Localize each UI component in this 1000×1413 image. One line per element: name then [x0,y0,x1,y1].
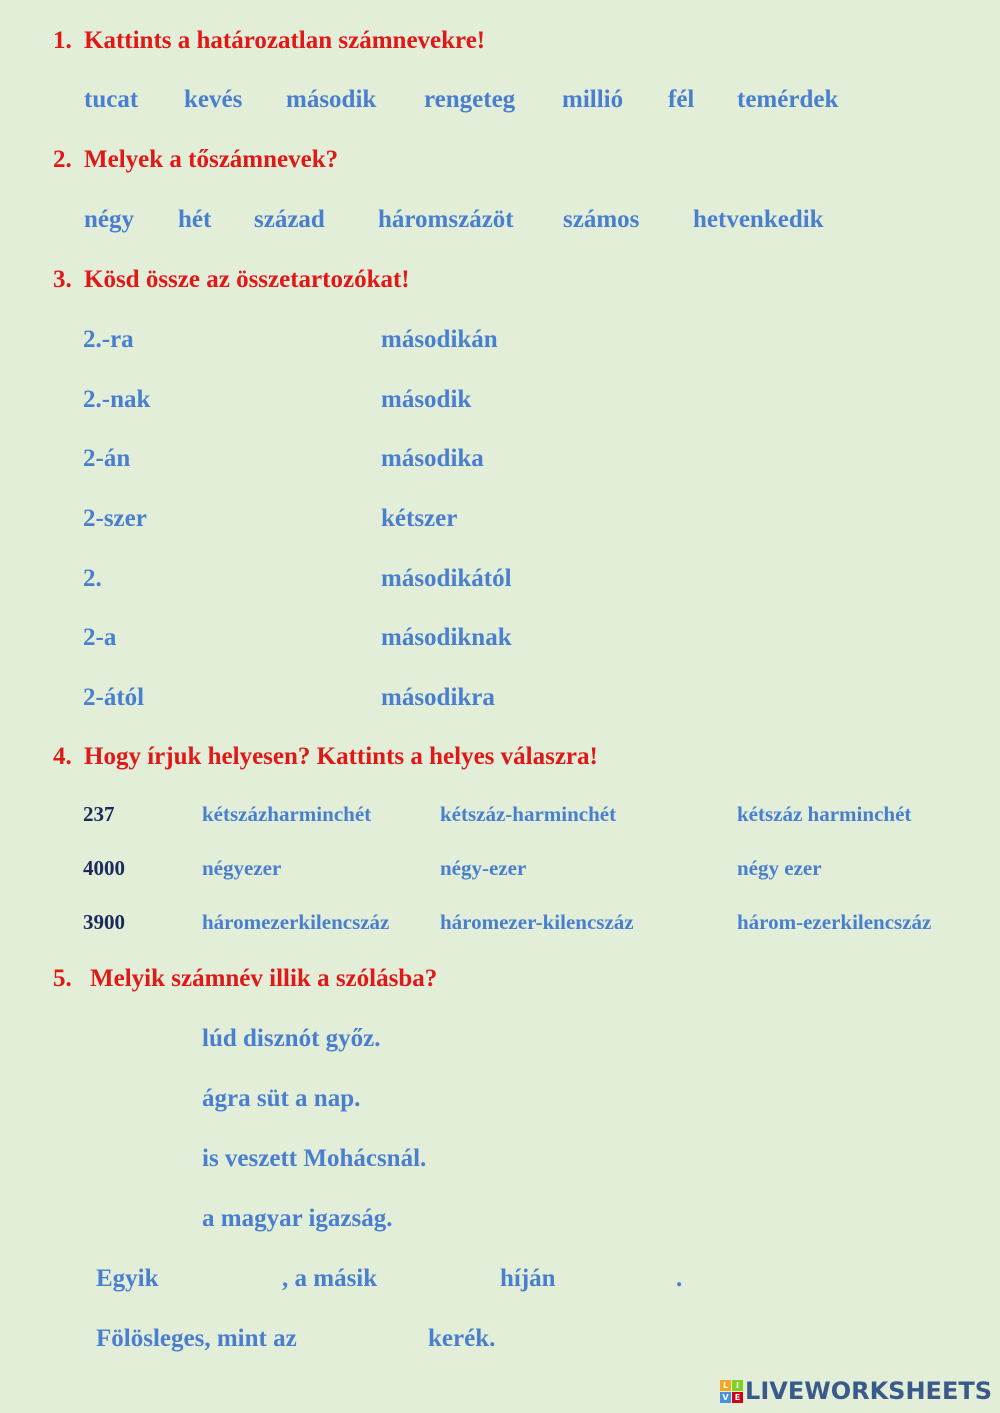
match-left-item[interactable]: 2.-ra [83,326,134,353]
q4-heading [53,743,598,771]
q4-number-value: 4000 [83,856,125,880]
saying-text: a magyar igazság. [202,1205,393,1232]
q5-title: Melyik számnév illik a szólásba? [90,965,438,992]
q1-word-option[interactable]: millió [562,86,624,113]
q1-title: Kattints a határozatlan számnevekre! [84,27,486,54]
q2-word-option[interactable]: hetvenkedik [693,206,824,233]
q4-option[interactable]: négyezer [202,856,282,880]
match-left-item[interactable]: 2-án [83,445,131,472]
match-left-item[interactable]: 2.-nak [83,386,151,413]
match-right-item[interactable]: másodikától [381,565,512,592]
q3-heading [53,266,410,294]
q5-heading [53,965,437,993]
saying-text: lúd disznót győz. [202,1025,381,1052]
q4-option[interactable]: háromezerkilencszáz [202,910,390,934]
q2-word-option[interactable]: hét [178,206,212,233]
q1-number: 1. [53,27,72,54]
q3-title: Kösd össze az összetartozókat! [84,266,410,293]
q4-option[interactable]: kétszázharminchét [202,802,372,826]
q4-option[interactable]: három-ezerkilencszáz [737,910,932,934]
q2-title: Melyek a tőszámnevek? [84,146,339,173]
q1-word-option[interactable]: kevés [184,86,243,113]
q2-heading [53,146,338,174]
logo-letter-v: V [720,1392,731,1403]
match-right-item[interactable]: második [381,386,472,413]
match-left-item[interactable]: 2. [83,565,102,592]
q4-number-value: 3900 [83,910,125,934]
q1-word-option[interactable]: temérdek [737,86,839,113]
saying-text: is veszett Mohácsnál. [202,1145,427,1172]
match-right-item[interactable]: kétszer [381,505,458,532]
match-right-item[interactable]: másodiknak [381,624,512,651]
match-left-item[interactable]: 2-szer [83,505,147,532]
q1-word-option[interactable]: fél [668,86,695,113]
q5-number: 5. [53,965,72,992]
q4-option[interactable]: kétszáz harminchét [737,802,912,826]
match-left-item[interactable]: 2-a [83,624,117,651]
logo-letter-e: E [732,1392,743,1403]
match-right-item[interactable]: másodika [381,445,484,472]
q3-number: 3. [53,266,72,293]
logo-icon [720,1380,743,1403]
saying-fragment: Egyik [96,1265,159,1292]
q1-heading [53,27,485,55]
q2-word-option[interactable]: háromszázöt [378,206,514,233]
saying-fragment: híján [500,1265,556,1292]
saying-text: ágra süt a nap. [202,1085,361,1112]
q1-word-option[interactable]: tucat [84,86,139,113]
saying-fragment: , a másik [282,1265,378,1292]
q2-word-option[interactable]: négy [84,206,134,233]
logo-letter-i: I [732,1380,743,1391]
match-right-item[interactable]: másodikán [381,326,498,353]
q2-number: 2. [53,146,72,173]
q1-word-option[interactable]: rengeteg [424,86,516,113]
liveworksheets-logo [720,1377,992,1405]
q4-option[interactable]: kétszáz-harminchét [440,802,617,826]
logo-letter-l: L [720,1380,731,1391]
q4-title: Hogy írjuk helyesen? Kattints a helyes válaszra! [84,743,598,770]
q4-number: 4. [53,743,72,770]
saying-fragment: kerék. [428,1325,496,1352]
q4-option[interactable]: négy-ezer [440,856,527,880]
q2-word-option[interactable]: számos [563,206,640,233]
brand-name: LIVEWORKSHEETS [745,1377,992,1405]
q4-option[interactable]: háromezer-kilencszáz [440,910,634,934]
match-left-item[interactable]: 2-ától [83,684,145,711]
saying-fragment: Fölösleges, mint az [96,1325,297,1352]
q4-number-value: 237 [83,802,115,826]
q1-word-option[interactable]: második [286,86,377,113]
q4-option[interactable]: négy ezer [737,856,822,880]
saying-fragment: . [676,1265,683,1292]
q2-word-option[interactable]: század [254,206,325,233]
match-right-item[interactable]: másodikra [381,684,495,711]
